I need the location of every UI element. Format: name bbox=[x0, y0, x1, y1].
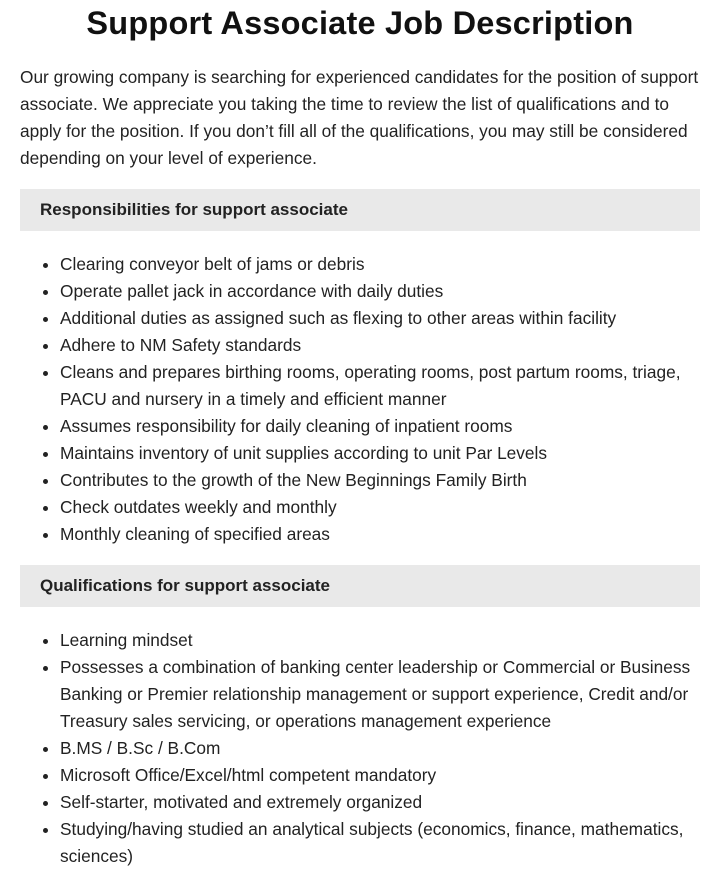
list-item: • Adhere to NM Safety standards bbox=[60, 332, 700, 359]
list-item: • Assumes responsibility for daily cleaning of inpatient rooms bbox=[60, 413, 700, 440]
page-title: Support Associate Job Description bbox=[86, 5, 634, 41]
list-item: • Cleans and prepares birthing rooms, operating rooms, post partum rooms, triage, PACU and nursery in a timely and efficient manner bbox=[60, 359, 700, 413]
list-item: • Monthly cleaning of specified areas bbox=[60, 521, 700, 548]
list-item: • Operate pallet jack in accordance with daily duties bbox=[60, 278, 700, 305]
qualifications-list bbox=[20, 627, 700, 870]
list-item: • Possesses a combination of banking center leadership or Commercial or Business Banking or Premier relationship management or support experience, Credit and/or Treasury sales servicing, or operations management experience bbox=[60, 654, 700, 735]
list-item: • Learning mindset bbox=[60, 627, 700, 654]
list-item: • B.MS / B.Sc / B.Com bbox=[60, 735, 700, 762]
list-item: • Clearing conveyor belt of jams or debris bbox=[60, 251, 700, 278]
list-item: • Studying/having studied an analytical subjects (economics, finance, mathematics, sciences) bbox=[60, 816, 700, 870]
list-item: • Additional duties as assigned such as flexing to other areas within facility bbox=[60, 305, 700, 332]
responsibilities-list bbox=[20, 251, 700, 548]
list-item: • Self-starter, motivated and extremely organized bbox=[60, 789, 700, 816]
list-item: • Contributes to the growth of the New Beginnings Family Birth bbox=[60, 467, 700, 494]
intro-paragraph: Our growing company is searching for experienced candidates for the position of support associate. We appreciate you taking the time to review the list of qualifications and to apply for the position. If you don’t fill all of the qualifications, you may still be considered depending on your level of experience. bbox=[20, 67, 699, 168]
responsibilities-heading: Responsibilities for support associate bbox=[20, 189, 700, 231]
qualifications-heading: Qualifications for support associate bbox=[20, 565, 700, 607]
list-item: • Microsoft Office/Excel/html competent mandatory bbox=[60, 762, 700, 789]
list-item: • Check outdates weekly and monthly bbox=[60, 494, 700, 521]
list-item: • Maintains inventory of unit supplies according to unit Par Levels bbox=[60, 440, 700, 467]
